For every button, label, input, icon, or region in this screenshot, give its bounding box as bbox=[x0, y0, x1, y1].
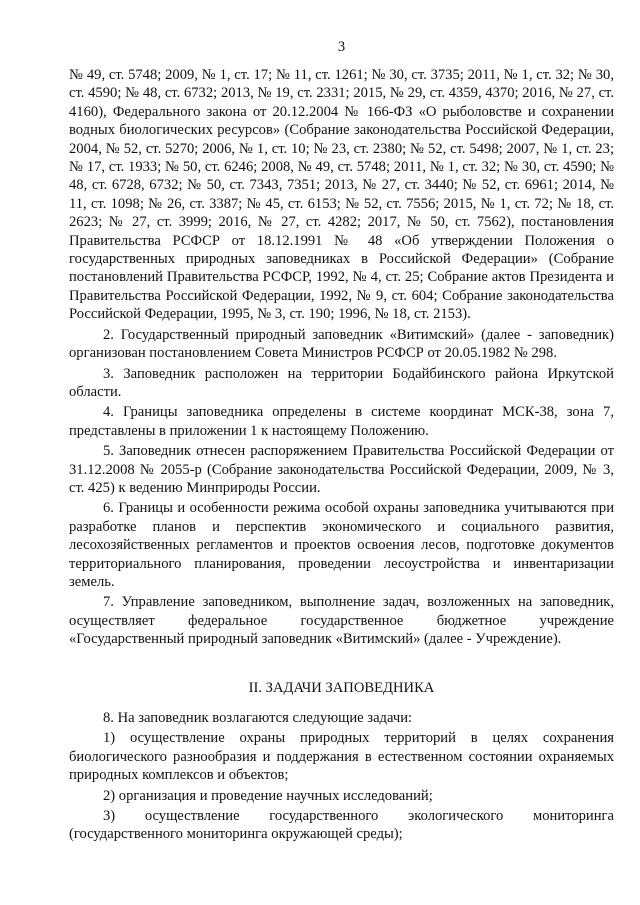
paragraph-continuation: № 49, ст. 5748; 2009, № 1, ст. 17; № 11, ст. 1261; № 30, ст. 3735; 2011, № 1, ст. 32; № 30, ст. 4590; № 48, ст. 6732; 2013, № 19, ст. 2331; 2015, № 29, ст. 4359, 4370; 2016, № 27, ст. 4160), Федерального закона от 20.12.2004 № 166-ФЗ «О рыболовстве и сохранении водных биологических ресурсов» (Собрание законодательства Российской Федерации, 2004, № 52, ст. 5270; 2006, № 1, ст. 10; № 23, ст. 2380; № 52, ст. 5498; 2007, № 1, ст. 23; № 17, ст. 1933; № 50, ст. 6246; 2008, № 49, ст. 5748; 2011, № 1, ст. 32; № 30, ст. 4590; № 48, ст. 6728, 6732; № 50, ст. 7343, 7351; 2013, № 27, ст. 3440; № 52, ст. 6961; 2014, № 11, ст. 1098; № 26, ст. 3387; № 45, ст. 6153; № 52, ст. 7556; 2015, № 1, ст. 72; № 18, ст. 2623; № 27, ст. 3999; 2016, № 27, ст. 4282; 2017, № 50, ст. 7562), постановления Правительства РСФСР от 18.12.1991 № 48 «Об утверждении Положения о государственных природных заповедниках в Российской Федерации» (Собрание постановлений Правительства РСФСР, 1992, № 4, ст. 25; Собрание актов Президента и Правительства Российской Федерации, 1992, № 9, ст. 604; Собрание законодательства Российской Федерации, 1995, № 3, ст. 190; 1996, № 18, ст. 2153). bbox=[69, 67, 614, 323]
task-item-3: 3) осуществление государственного экологического мониторинга (государственного мониторинга окружающей среды); bbox=[69, 808, 614, 843]
tasks-intro: 8. На заповедник возлагаются следующие задачи: bbox=[103, 710, 413, 726]
paragraph-2: 2. Государственный природный заповедник «Витимский» (далее - заповедник) организован постановлением Совета Министров РСФСР от 20.05.1982 № 298. bbox=[69, 326, 614, 362]
paragraph-4: 4. Границы заповедника определены в системе координат МСК-38, зона 7, представлены в приложении 1 к настоящему Положению. bbox=[69, 404, 614, 439]
paragraph-6: 6. Границы и особенности режима особой охраны заповедника учитываются при разработке планов и перспектив экономического и социального развития, лесохозяйственных регламентов и проектов освоения лесов, подготовке документов территориального планирования, проведении лесоустройства и инвентаризации земель. bbox=[69, 500, 614, 590]
document-page bbox=[69, 38, 614, 844]
page-number: 3 bbox=[337, 39, 346, 55]
task-item-2: 2) организация и проведение научных исследований; bbox=[103, 787, 433, 804]
paragraph-3: 3. Заповедник расположен на территории Бодайбинского района Иркутской области. bbox=[69, 365, 614, 400]
paragraph-5: 5. Заповедник отнесен распоряжением Правительства Российской Федерации от 31.12.2008 № 2055-р (Собрание законодательства Российской Федерации, 2009, № 3, ст. 425) к ведению Минприроды России. bbox=[69, 443, 614, 496]
task-item-1: 1) осуществление охраны природных территорий в целях сохранения биологического разнообразия и поддержания в естественном состоянии охраняемых природных комплексов и объектов; bbox=[69, 730, 614, 784]
paragraph-7: 7. Управление заповедником, выполнение задач, возложенных на заповедник, осуществляет федеральное государственное бюджетное учреждение «Государственный природный заповедник «Витимский» (далее - Учреждение). bbox=[69, 594, 614, 648]
section-heading: II. ЗАДАЧИ ЗАПОВЕДНИКА bbox=[248, 679, 435, 696]
